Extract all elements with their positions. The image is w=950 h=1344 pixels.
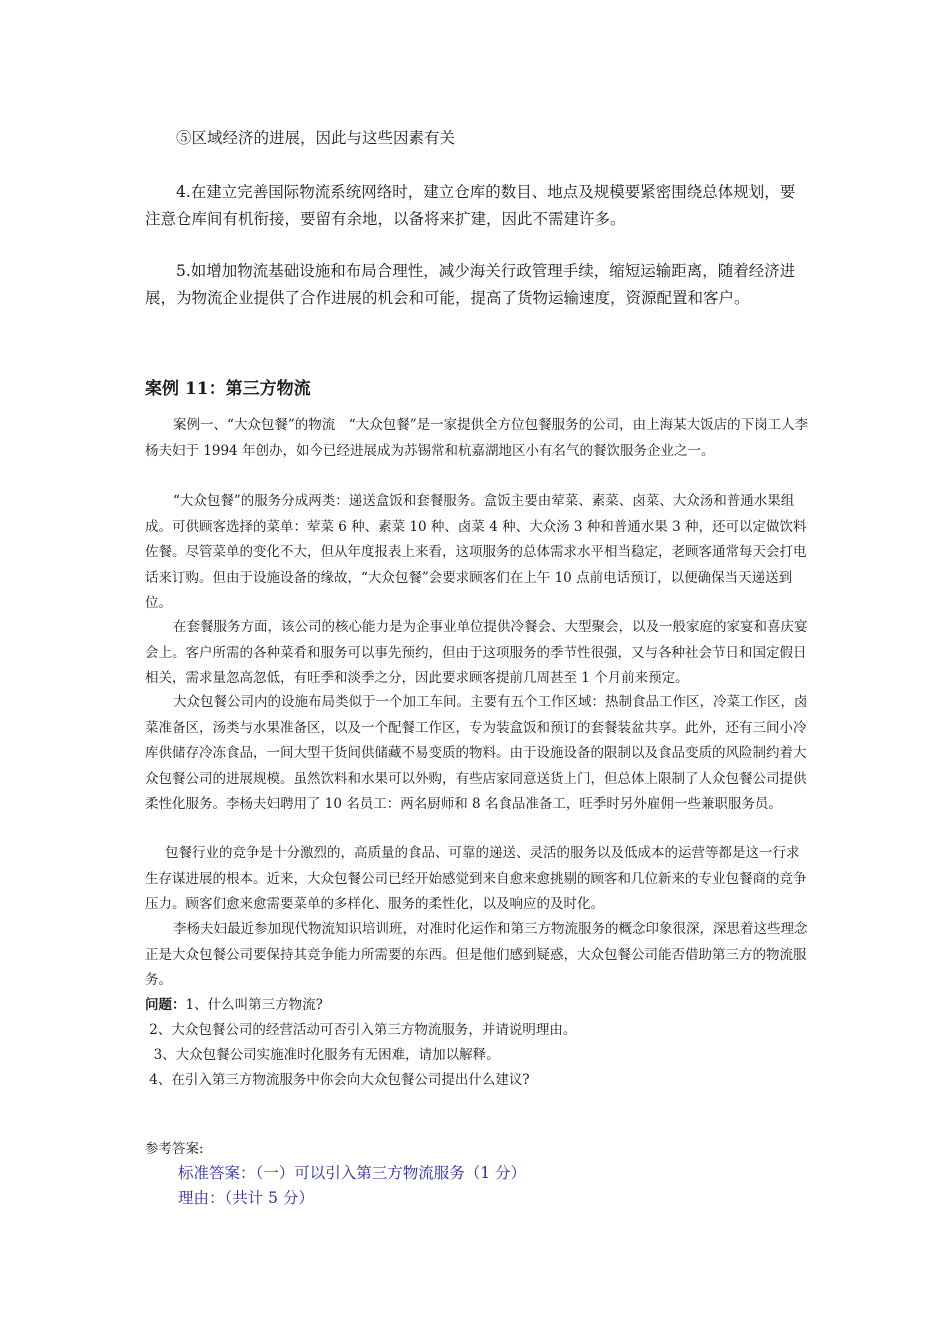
case-paragraph-6: 李杨夫妇最近参加现代物流知识培训班，对准时化运作和第三方物流服务的概念印象很深，深思着这些理念正是大众包餐公司要保持其竞争能力所需要的东西。但是他们感到疑惑，大众包餐公司能否借助第三方的物流服务。 [145,921,808,988]
point-5-paragraph: 5.如增加物流基础设施和布局合理性，减少海关行政管理手续，缩短运输距离，随着经济进展，为物流企业提供了合作进展的机会和可能，提高了货物运输速度，资源配置和客户。 [145,262,796,307]
case-paragraph-5: 包餐行业的竞争是十分激烈的，高质量的食品、可靠的递送、灵活的服务以及低成本的运营等都是这一行求生存谋进展的根本。近来，大众包餐公司已经开始感觉到来自愈来愈挑剔的顾客和几位新来的专业包餐商的竞争压力。顾客们愈来愈需要菜单的多样化、服务的柔性化，以及响应的及时化。 [145,845,807,912]
case-paragraph-1: 案例一、“大众包餐”的物流 “大众包餐”是一家提供全方位包餐服务的公司，由上海某大饭店的下岗工人李杨夫妇于 1994 年创办，如今已经进展成为苏锡常和杭嘉湖地区小有名气的餐饮服务企业之一。 [145,417,809,459]
question-1 [145,993,810,1018]
question-2: 2、大众包餐公司的经营活动可否引入第三方物流服务，并请说明理由。 [145,1022,577,1038]
case-paragraph-4: 大众包餐公司内的设施布局类似于一个加工车间。主要有五个工作区域：热制食品工作区，冷菜工作区，卤菜准备区，汤类与水果准备区，以及一个配餐工作区，专为装盒饭和预订的套餐装盆共享。此外，还有三间小冷库供储存冷冻食品，一间大型干货间供储藏不易变质的物料。由于设施设备的限制以及食品变质的风险制约着大众包餐公司的进展规模。虽然饮料和水果可以外购，有些店家同意送货上门，但总体上限制了人众包餐公司提供柔性化服务。李杨夫妇聘用了 10 名员工：两名厨师和 8 名食品准备工，旺季时另外雇佣一些兼职服务员。 [145,694,808,812]
case-paragraph-2: “大众包餐”的服务分成两类：递送盒饭和套餐服务。盒饭主要由荤菜、素菜、卤菜、大众汤和普通水果组成。可供顾客选择的菜单：荤菜 6 种、素菜 10 种、卤菜 4 种、大众汤 3 种和普通水果 3 种，还可以定做饮料佐餐。尽管菜单的变化不大，但从年度报表上来看，这项服务的总体需求水平相当稳定，老顾客通常每天会打电话来订购。但由于设施设备的缘故，“大众包餐”会要求顾客们在上午 10 点前电话预订，以便确保当天递送到位。 [145,493,807,611]
question-1-text: 1、什么叫第三方物流? [185,997,323,1013]
question-4: 4、在引入第三方物流服务中你会向大众包餐公司提出什么建议? [145,1072,530,1088]
case-paragraph-3: 在套餐服务方面，该公司的核心能力是为企事业单位提供冷餐会、大型聚会，以及一般家庭的家宴和喜庆宴会上。客户所需的各种菜肴和服务可以事先预约，但由于这项服务的季节性很强，又与各种社会节日和国定假日相关，需求量忽高忽低，有旺季和淡季之分，因此要求顾客提前几周甚至 1 个月前来预定。 [145,619,808,686]
item-5-text: ⑤区域经济的进展，因此与这些因素有关 [176,129,456,147]
reference-answer-label: 参考答案: [145,1141,204,1157]
point-4-paragraph: 4.在建立完善国际物流系统网络时，建立仓库的数目、地点及规模要紧密围绕总体规划，要注意仓库间有机衔接，要留有余地，以备将来扩建，因此不需建许多。 [145,183,796,228]
questions-label: 问题： [145,997,186,1013]
answer-reason: 理由：（共计 5 分） [178,1189,314,1207]
question-3: 3、大众包餐公司实施准时化服务有无困难，请加以解释。 [145,1047,500,1063]
standard-answer: 标准答案：（一）可以引入第三方物流服务（1 分） [178,1164,527,1182]
case-title: 案例 11：第三方物流 [145,379,311,399]
